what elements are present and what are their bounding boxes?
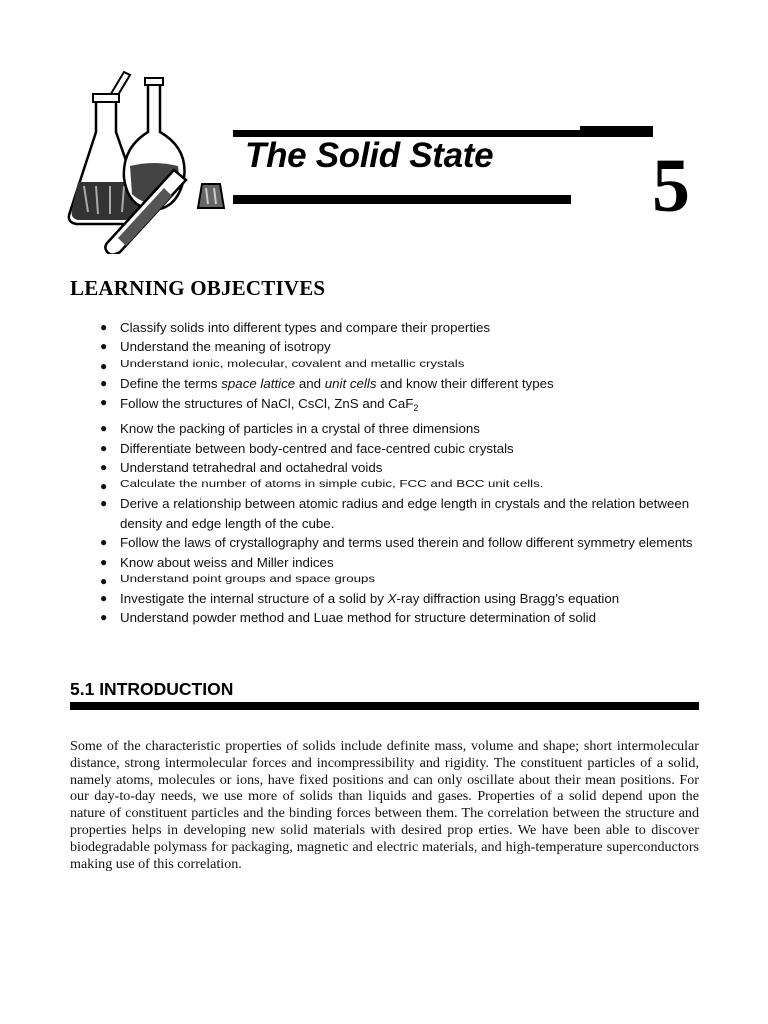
objective-item: ● Follow the laws of crystallography and terms used therein and follow different symmetry elements [98,533,698,552]
objective-item: ● Investigate the internal structure of a solid by X-ray diffraction using Bragg’s equation [98,589,698,608]
header-rule-top-accent [580,126,653,137]
objective-item: ● Know the packing of particles in a crystal of three dimensions [98,419,698,438]
section-rule [70,702,699,710]
bullet-icon: ● [100,339,108,354]
objective-item: ● Follow the structures of NaCl, CsCl, ZnS and CaF$_2$ [100,395,419,414]
objective-item: ● Understand ionic, molecular, covalent and metallic crystals [98,357,698,374]
chapter-title: The Solid State [245,136,494,175]
objective-item: ● Understand tetrahedral and octahedral voids [98,458,698,477]
bullet-icon: ● [100,375,108,390]
bullet-icon: ● [100,460,108,475]
bullet-icon: ● [100,395,108,410]
bullet-icon: ● [100,591,108,606]
section-heading: 5.1 INTRODUCTION [70,679,234,699]
bullet-icon: ● [100,535,108,550]
bullet-icon: ● [100,554,108,569]
bullet-icon: ● [100,320,108,334]
lab-glassware-icon [66,62,242,254]
bullet-icon: ● [100,496,108,511]
learning-objectives-heading: LEARNING OBJECTIVES [70,276,326,300]
bullet-icon: ● [100,358,108,373]
bullet-icon: ● [100,440,108,455]
bullet-icon: ● [100,574,108,589]
objective-item: ● Understand point groups and space groups [98,572,698,589]
bullet-icon: ● [100,421,108,436]
intro-paragraph: Some of the characteristic properties of solids include definite mass, volume and shape; short intermolecular distance, strong intermolecular forces and incompressibility and rigidity. The constituent particles of a solid, namely atoms, molecules or ions, have fixed positions and can only oscillate about their mean positions. For our day-to-day needs, we use more of solids than liquids and gases. Properties of a solid depend upon the nature of constituent particles and the binding forces between them. The correlation between the structure and properties helps in developing new solid materials with desired prop erties. We have been able to discover biodegradable polymass for packaging, magnetic and electric materials, and high-temperature superconductors making use of this correlation. [70,738,699,872]
objective-item: ● Understand powder method and Luae method for structure determination of solid [98,608,698,627]
bullet-icon: ● [100,610,108,625]
objective-item: ● Define the terms space lattice and unit cells and know their different types [98,374,698,393]
objective-item: ● Differentiate between body-centred and face-centred cubic crystals [98,439,698,458]
objective-item: ● Know about weiss and Miller indices [98,553,698,572]
objective-item: ● Understand the meaning of isotropy [98,337,698,356]
objective-item: ● Classify solids into different types and compare their properties [98,318,698,337]
learning-objectives-list [98,318,698,628]
objective-item: ● Derive a relationship between atomic radius and edge length in crystals and the relation between density and edge length of the cube. [100,496,690,531]
chapter-number: 5 [652,144,690,228]
header-rule-bottom [233,195,571,204]
bullet-icon: ● [100,479,108,494]
objective-item: ● Calculate the number of atoms in simple cubic, FCC and BCC unit cells. [98,477,698,494]
